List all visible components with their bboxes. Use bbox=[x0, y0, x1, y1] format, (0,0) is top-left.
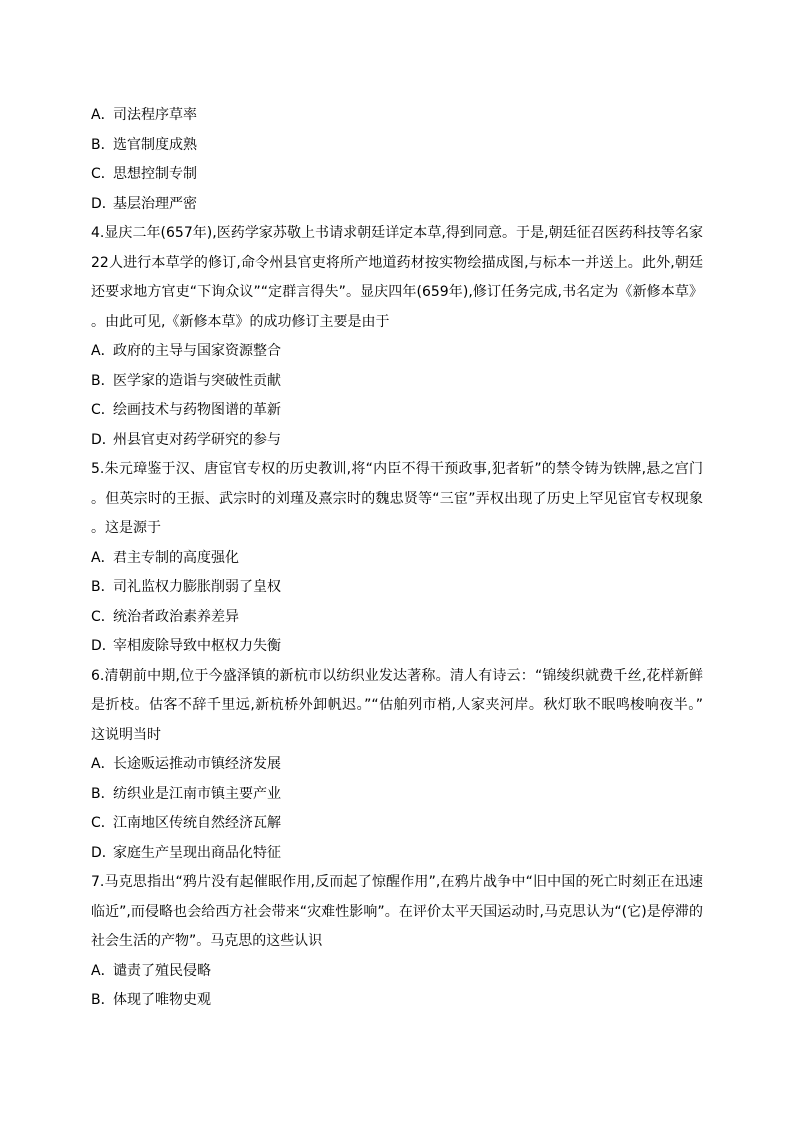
question-5 bbox=[91, 455, 703, 662]
option-b[interactable]: B．纺织业是江南市镇主要产业 bbox=[91, 785, 281, 802]
question-text-line: 4.显庆二年(657年),医药学家苏敬上书请求朝廷详定本草,得到同意。于是,朝廷征召医药科技等名家 bbox=[91, 225, 703, 241]
option-b[interactable]: B．医学家的造诣与突破性贡献 bbox=[91, 372, 281, 389]
question-text-line: 。这是源于 bbox=[91, 520, 161, 536]
question-text-line: 是折枝。估客不辞千里远,新杭桥外卸帆迟。”“估舶列市梢,人家夹河岸。秋灯耿不眠鸣梭响夜半。” bbox=[91, 697, 703, 713]
option-a[interactable]: A．谴责了殖民侵略 bbox=[91, 962, 211, 979]
question-text-line: 。由此可见,《新修本草》的成功修订主要是由于 bbox=[91, 313, 390, 330]
question-4 bbox=[91, 219, 703, 455]
option-a[interactable]: A．长途贩运推动市镇经济发展 bbox=[91, 756, 281, 772]
question-6 bbox=[91, 662, 703, 869]
option-a[interactable]: A．政府的主导与国家资源整合 bbox=[91, 343, 281, 359]
question-text-line: 这说明当时 bbox=[91, 726, 161, 743]
option-a[interactable]: A．司法程序草率 bbox=[91, 107, 197, 123]
question-text-line: 5.朱元璋鉴于汉、唐宦官专权的历史教训,将“内臣不得干预政事,犯者斩”的禁令铸为铁牌,悬之宫门 bbox=[91, 461, 703, 477]
option-c[interactable]: C．江南地区传统自然经济瓦解 bbox=[91, 815, 281, 831]
question-text-line: 7.马克思指出“鸦片没有起催眠作用,反而起了惊醒作用”,在鸦片战争中“旧中国的死亡时刻正在迅速 bbox=[91, 874, 703, 890]
question-text-line: 临近”,而侵略也会给西方社会带来“灾难性影响”。在评价太平天国运动时,马克思认为“(它)是停滞的 bbox=[91, 903, 703, 920]
question-text-line: 22人进行本草学的修订,命令州县官吏将所产地道药材按实物绘描成图,与标本一并送上。此外,朝廷 bbox=[91, 254, 703, 271]
option-c[interactable]: C．统治者政治素养差异 bbox=[91, 608, 239, 625]
option-d[interactable]: D．基层治理严密 bbox=[91, 195, 197, 212]
option-d[interactable]: D．宰相废除导致中枢权力失衡 bbox=[91, 638, 281, 654]
question-7 bbox=[91, 868, 703, 1016]
option-b[interactable]: B．选官制度成熟 bbox=[91, 136, 197, 153]
option-d[interactable]: D．家庭生产呈现出商品化特征 bbox=[91, 844, 281, 861]
question-3 bbox=[91, 101, 703, 219]
question-text-line: 还要求地方官吏“下询众议”“定群言得失”。显庆四年(659年),修订任务完成,书名定为《新修本草》 bbox=[91, 284, 703, 300]
question-text-line: 社会生活的产物”。马克思的这些认识 bbox=[91, 933, 323, 949]
option-c[interactable]: C．绘画技术与药物图谱的革新 bbox=[91, 402, 281, 418]
option-b[interactable]: B．体现了唯物史观 bbox=[91, 992, 211, 1008]
option-c[interactable]: C．思想控制专制 bbox=[91, 166, 197, 182]
option-d[interactable]: D．州县官吏对药学研究的参与 bbox=[91, 431, 281, 448]
option-b[interactable]: B．司礼监权力膨胀削弱了皇权 bbox=[91, 579, 281, 595]
option-a[interactable]: A．君主专制的高度强化 bbox=[91, 549, 239, 566]
question-text-line: 6.清朝前中期,位于今盛泽镇的新杭市以纺织业发达著称。清人有诗云：“锦绫织就费千丝,花样新鲜 bbox=[91, 667, 703, 684]
question-text-line: 。但英宗时的王振、武宗时的刘瑾及熹宗时的魏忠贤等“三宦”弄权出现了历史上罕见宦官专权现象 bbox=[91, 490, 703, 507]
document-content bbox=[91, 101, 703, 1016]
